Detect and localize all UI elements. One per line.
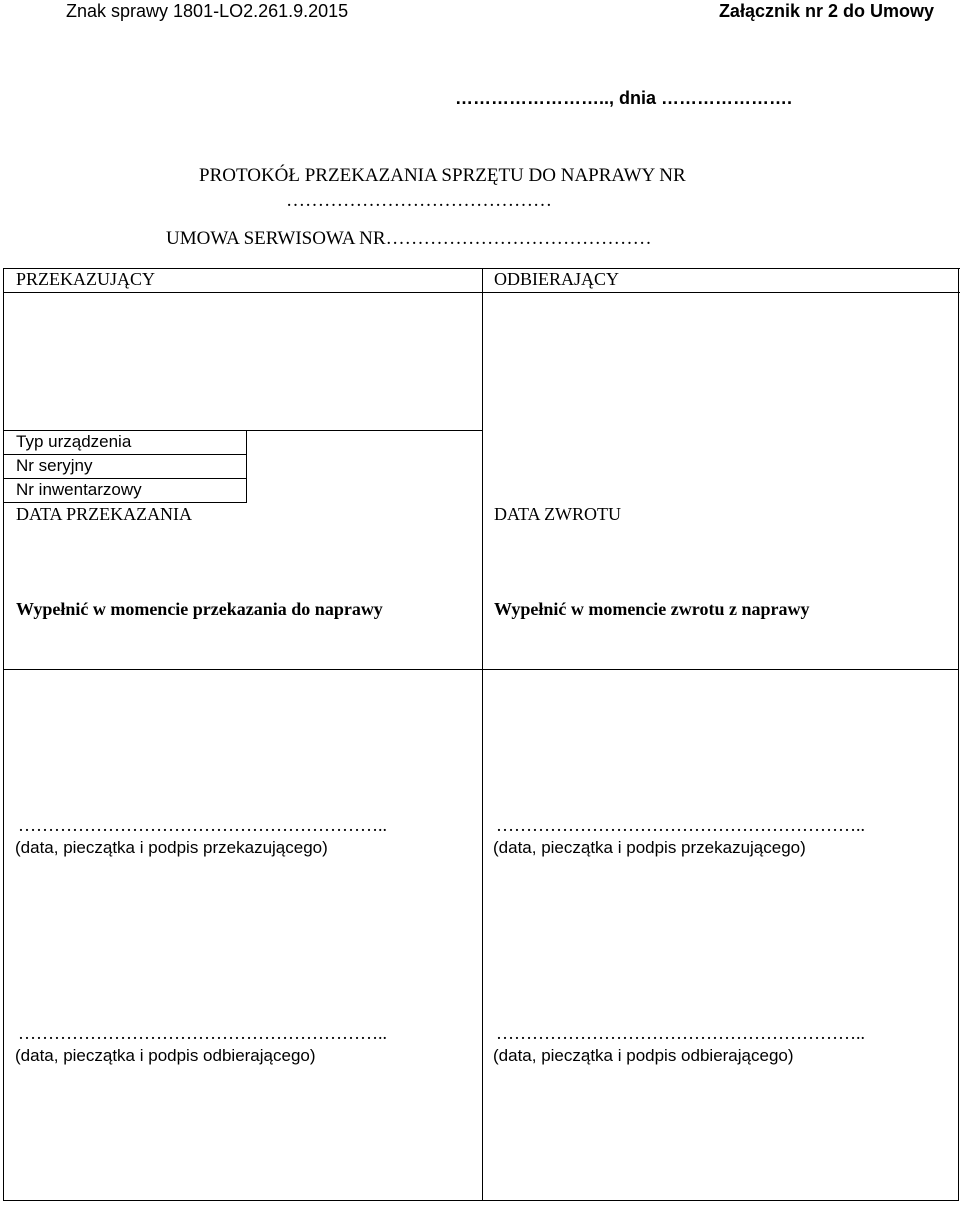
handover-date-label: DATA PRZEKAZANIA [16, 504, 193, 524]
contract-number: UMOWA SERWISOWA NR…………………………………… [166, 228, 652, 249]
inventory-number-label: Nr inwentarzowy [16, 480, 142, 499]
signature-caption-handing-over-right: (data, pieczątka i podpis przekazującego) [493, 838, 806, 857]
signature-dots: …………………………………………………….. [496, 1023, 865, 1043]
signature-dots: …………………………………………………….. [18, 815, 387, 835]
signature-caption-handing-over-left: (data, pieczątka i podpis przekazującego) [15, 838, 328, 857]
col-header-handing-over: PRZEKAZUJĄCY [16, 269, 156, 289]
signature-dots: …………………………………………………….. [496, 815, 865, 835]
signature-caption-receiving-left: (data, pieczątka i podpis odbierającego) [15, 1046, 316, 1065]
device-type-label: Typ urządzenia [16, 432, 132, 451]
title-number-dots: …………………………………… [286, 190, 552, 211]
attachment-label: Załącznik nr 2 do Umowy [718, 1, 934, 21]
return-date-label: DATA ZWROTU [494, 504, 622, 524]
page-title: PROTOKÓŁ PRZEKAZANIA SPRZĘTU DO NAPRAWY NR [199, 165, 686, 186]
signature-caption-receiving-right: (data, pieczątka i podpis odbierającego) [493, 1046, 794, 1065]
case-reference: Znak sprawy 1801-LO2.261.9.2015 [66, 1, 349, 21]
signature-dots: …………………………………………………….. [18, 1023, 387, 1043]
serial-number-label: Nr seryjny [16, 456, 93, 475]
date-line: …………………….., dnia …………………. [455, 88, 793, 108]
fill-on-return-note: Wypełnić w momencie zwrotu z naprawy [494, 599, 810, 619]
col-header-receiving: ODBIERAJĄCY [494, 269, 620, 289]
fill-on-handover-note: Wypełnić w momencie przekazania do naprawy [16, 599, 383, 619]
